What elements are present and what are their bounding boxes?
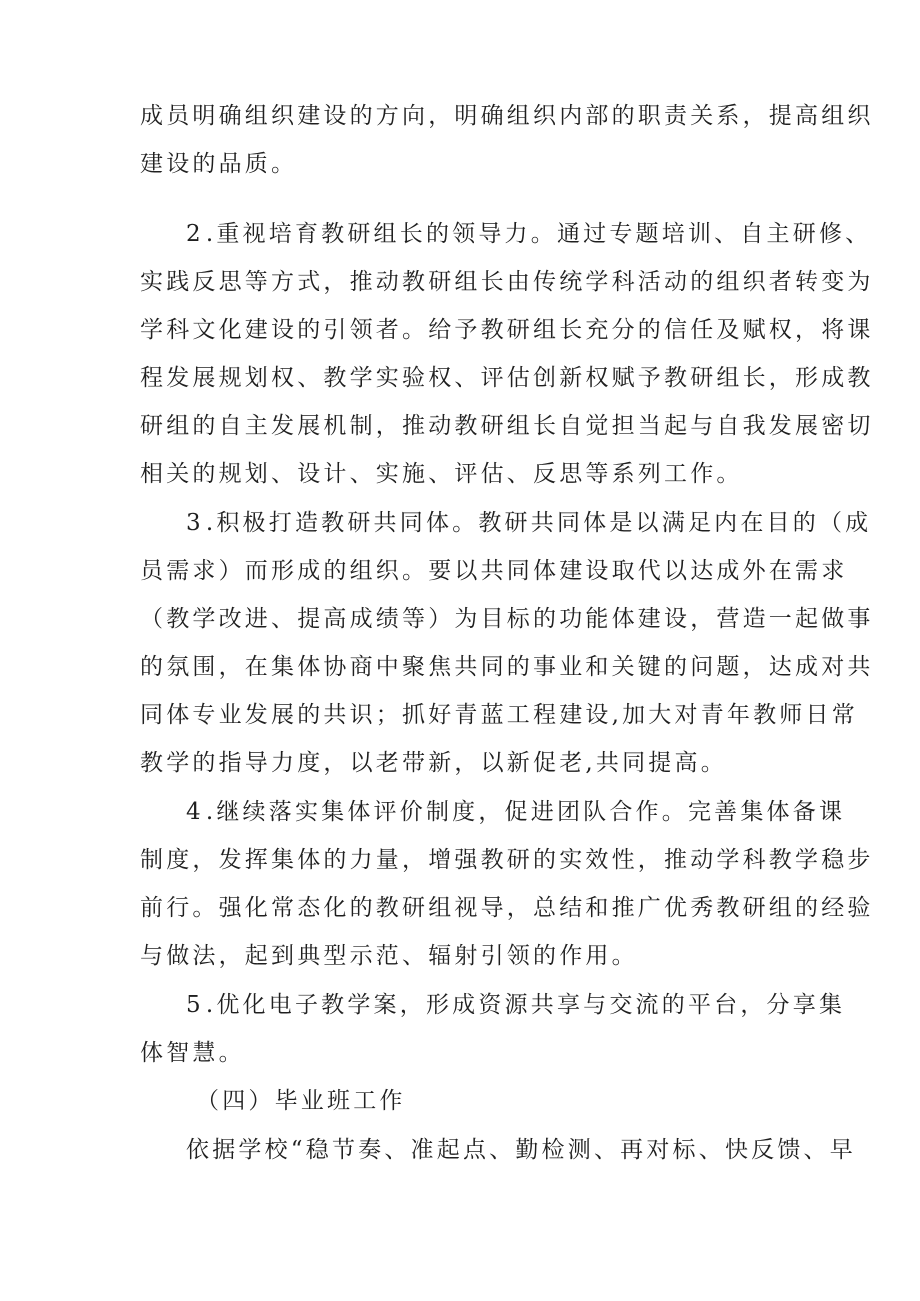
list-text: .重视培育教研组长的领导力。通过专题培训、自主研修、 — [205, 221, 872, 247]
paragraph-line: 的氛围，在集体协商中聚焦共同的事业和关键的问题，达成对共 — [140, 654, 874, 680]
paragraph-line: 教学的指导力度，以老带新，以新促老,共同提高。 — [140, 750, 727, 776]
paragraph-line: 前行。强化常态化的教研组视导，总结和推广优秀教研组的经验 — [140, 895, 874, 921]
paragraph-line: 制度，发挥集体的力量，增强教研的实效性，推动学科教学稳步 — [140, 847, 874, 873]
paragraph-line: 体智慧。 — [140, 1040, 245, 1066]
paragraph-line: 研组的自主发展机制，推动教研组长自觉担当起与自我发展密切 — [140, 413, 874, 439]
list-text: .优化电子教学案，形成资源共享与交流的平台，分享集 — [205, 992, 846, 1018]
list-number: 2 — [186, 221, 204, 247]
list-text: .继续落实集体评价制度，促进团队合作。完善集体备课 — [205, 799, 846, 825]
paragraph-line: 实践反思等方式，推动教研组长由传统学科活动的组织者转变为 — [140, 269, 874, 295]
list-number: 5 — [186, 992, 204, 1018]
paragraph-line: 成员明确组织建设的方向，明确组织内部的职责关系，提高组织 — [140, 103, 874, 129]
paragraph-line: 建设的品质。 — [140, 151, 298, 177]
paragraph-line: 程发展规划权、教学实验权、评估创新权赋予教研组长，形成教 — [140, 365, 874, 391]
paragraph-line: 学科文化建设的引领者。给予教研组长充分的信任及赋权，将课 — [140, 317, 874, 343]
list-item-3-first-line — [186, 508, 871, 538]
paragraph-line: 相关的规划、设计、实施、评估、反思等系列工作。 — [140, 461, 743, 487]
paragraph-line: 同体专业发展的共识；抓好青蓝工程建设,加大对青年教师日常 — [140, 702, 858, 728]
paragraph-line: 员需求）而形成的组织。要以共同体建设取代以达成外在需求 — [140, 558, 848, 584]
list-item-2-first-line — [186, 219, 871, 249]
list-item-5-first-line — [186, 990, 845, 1020]
paragraph-line: 依据学校“稳节奏、准起点、勤检测、再对标、快反馈、早 — [186, 1137, 856, 1163]
list-number: 4 — [186, 799, 204, 825]
paragraph-line: 与做法，起到典型示范、辐射引领的作用。 — [140, 943, 638, 969]
paragraph-line: （教学改进、提高成绩等）为目标的功能体建设，营造一起做事 — [140, 606, 874, 632]
list-number: 3 — [186, 510, 204, 536]
section-heading: （四）毕业班工作 — [196, 1088, 406, 1114]
list-item-4-first-line — [186, 797, 845, 827]
list-text: .积极打造教研共同体。教研共同体是以满足内在目的（成 — [205, 510, 872, 536]
